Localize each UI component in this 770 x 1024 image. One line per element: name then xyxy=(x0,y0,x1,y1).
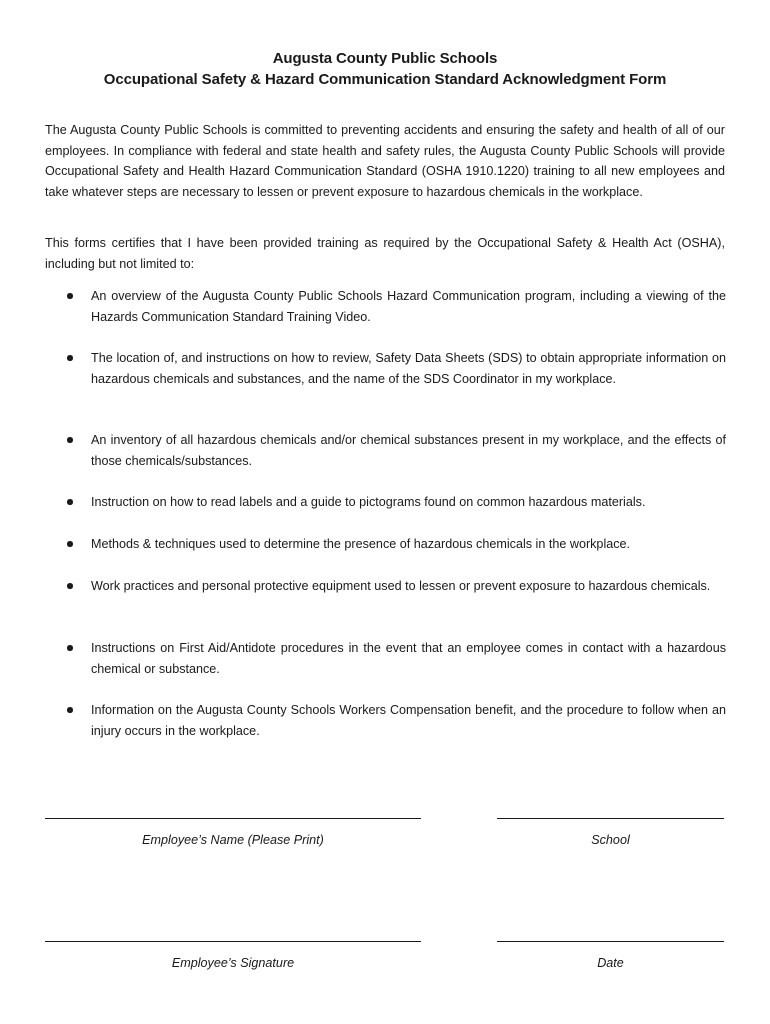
list-item: Instruction on how to read labels and a guide to pictograms found on common hazardous materials. xyxy=(91,495,646,509)
form-title: Occupational Safety & Hazard Communication Standard Acknowledgment Form xyxy=(103,71,667,88)
date-line[interactable] xyxy=(497,941,724,942)
employee-signature-line[interactable] xyxy=(45,941,421,942)
list-item: Information on the Augusta County Schools Workers Compensation benefit, and the procedure to follow when an injury occurs in the workplace. xyxy=(91,703,726,738)
bullet-icon xyxy=(67,576,75,584)
bullet-icon xyxy=(67,430,75,438)
list-item: Instructions on First Aid/Antidote procedures in the event that an employee comes in contact with a hazardous chemical or substance. xyxy=(91,641,726,676)
list-item: An inventory of all hazardous chemicals and/or chemical substances present in my workplace, and the effects of those chemicals/substances. xyxy=(91,433,726,468)
bullet-icon xyxy=(67,638,75,646)
school-label: School xyxy=(591,833,630,847)
certification-paragraph: This forms certifies that I have been provided training as required by the Occupational Safety & Health Act (OSHA), including but not limited to: xyxy=(45,236,725,271)
list-item: Methods & techniques used to determine the presence of hazardous chemicals in the workplace. xyxy=(91,537,631,551)
list-item: Work practices and personal protective equipment used to lessen or prevent exposure to hazardous chemicals. xyxy=(91,579,711,593)
employee-name-label: Employee’s Name (Please Print) xyxy=(142,833,324,847)
employee-signature-label: Employee’s Signature xyxy=(171,956,295,970)
bullet-icon xyxy=(67,492,75,500)
bullet-icon xyxy=(67,286,75,294)
organization-title: Augusta County Public Schools xyxy=(272,50,498,67)
bullet-icon xyxy=(67,348,75,356)
date-label: Date xyxy=(597,956,624,970)
school-line[interactable] xyxy=(497,818,724,819)
bullet-icon xyxy=(67,700,75,708)
list-item: The location of, and instructions on how to review, Safety Data Sheets (SDS) to obtain appropriate information on hazardous chemicals and substances, and the name of the SDS Coordinator in my workplace. xyxy=(91,351,726,386)
intro-paragraph: The Augusta County Public Schools is committed to preventing accidents and ensuring the safety and health of all of our employees. In compliance with federal and state health and safety rules, the Augusta County Public Schools will provide Occupational Safety and Health Hazard Communication Standard (OSHA 1910.1220) training to all new employees and take whatever steps are necessary to lessen or prevent exposure to hazardous chemicals in the workplace. xyxy=(45,123,725,199)
list-item: An overview of the Augusta County Public Schools Hazard Communication program, including a viewing of the Hazards Communication Standard Training Video. xyxy=(91,289,726,324)
employee-name-line[interactable] xyxy=(45,818,421,819)
bullet-icon xyxy=(67,534,75,542)
